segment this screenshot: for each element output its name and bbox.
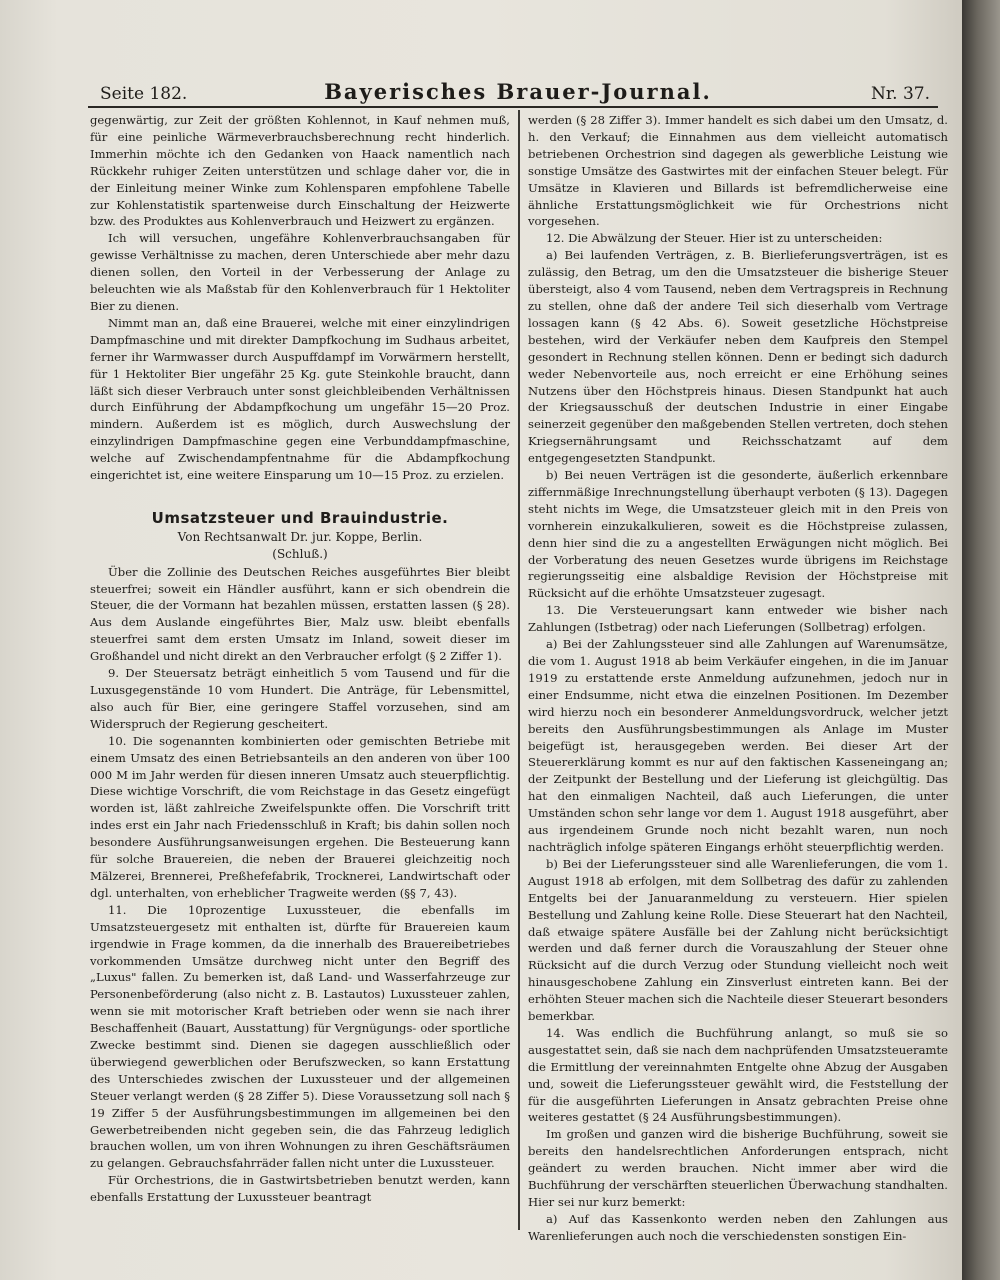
paragraph: b) Bei der Lieferungssteuer sind alle Warenlieferungen, die vom 1. August 1918 ab erfolgen, mit dem Sollbetrag des dafür zu zahlenden Entgelts bei der Januaranmeldung zu versteuern. Hier spielen Bestellung und Zahlung keine Rolle. Diese Steuerart hat den Nachteil, daß etwaige spätere Ausfälle bei der Zahlung nicht berücksichtigt werden und daß ferner durch die Vorauszahlung der Steuer ohne Rücksicht auf die durch Verzug oder Stundung vielleicht noch weit hinausgeschobene Zahlung ein Zinsverlust eintreten kann. Bei der erhöhten Steuer machen sich die Nachteile dieser Steuerart besonders bemerkbar. xyxy=(528,856,948,1024)
paragraph: gegenwärtig, zur Zeit der größten Kohlennot, in Kauf nehmen muß, für eine peinliche Wärmeverbrauchsberechnung recht hinderlich. Immerhin möchte ich den Gedanken von Haack namentlich nach Rückkehr ruhiger Zeiten unterstützen und schlage daher vor, die in der Einleitung meiner Winke zum Kohlensparen empfohlene Tabelle zur Kohlenstatistik spartenweise durch Einschaltung der Heizwerte bzw. des Produktes aus Kohlenverbrauch und Heizwert zu ergänzen. xyxy=(90,113,510,229)
right-column xyxy=(528,112,948,1243)
issue-number: Nr. 37. xyxy=(871,84,930,104)
paragraph: 10. Die sogenannten kombinierten oder gemischten Betriebe mit einem Umsatz des einen Betriebsanteils an den anderen von über 100 000 M im Jahr werden für diesen inneren Umsatz auch steuerpflichtig. Diese wichtige Vorschrift, die vom Reichstage in das Gesetz eingefügt worden ist, läßt zahlreiche Zweifelspunkte offen. Die Vorschrift tritt indes erst ein Jahr nach Friedensschluß in Kraft; bis dahin sollen noch besondere Ausführungsanweisungen ergehen. Die Besteuerung kann für solche Brauereien, die neben der Brauerei gleichzeitig noch Mälzerei, Brennerei, Preßhefefabrik, Trocknerei, Landwirtschaft oder dgl. unterhalten, von erheblicher Tragweite werden (§§ 7, 43). xyxy=(90,733,510,900)
paragraph: werden (§ 28 Ziffer 3). Immer handelt es sich dabei um den Umsatz, d. h. den Verkauf; die Einnahmen aus dem vielleicht automatisch betriebenen Orchestrion sind dagegen als gewerbliche Leistung wie sonstige Umsätze des Gastwirtes mit der einfachen Steuer belegt. Für Umsätze in Klavieren und Billards ist befremdlicherweise eine ähnliche Erstattungsmöglichkeit wie für Orchestrions nicht vorgesehen. xyxy=(528,113,948,229)
article-byline: Von Rechtsanwalt Dr. jur. Koppe, Berlin. xyxy=(177,529,423,544)
column-divider xyxy=(518,110,520,1230)
continuation-note: (Schluß.) xyxy=(272,546,328,561)
section-heading: 13. Die Versteuerungsart kann entweder wie bisher nach Zahlungen (Istbetrag) oder nach Lieferungen (Sollbetrag) erfolgen. xyxy=(528,603,948,635)
journal-title: Bayerisches Brauer-Journal. xyxy=(324,79,712,104)
section-heading: 12. Die Abwälzung der Steuer. Hier ist zu unterscheiden: xyxy=(546,231,883,246)
paragraph: Ich will versuchen, ungefähre Kohlenverbrauchsangaben für gewisse Verhältnisse zu machen, deren Unterschiede aber mehr dazu dienen sollen, den Vorteil in der Verbesserung der Anlage zu beleuchten wie als Maßstab für den Kohlenverbrauch für 1 Hektoliter Bier zu dienen. xyxy=(90,231,510,313)
page-number: Seite 182. xyxy=(100,84,188,104)
header-rule xyxy=(88,106,938,108)
paragraph: Nimmt man an, daß eine Brauerei, welche mit einer einzylindrigen Dampfmaschine und mit direkter Dampfkochung im Sudhaus arbeitet, ferner ihr Warmwasser durch Auspuffdampf im Vorwärmern herstellt, für 1 Hektoliter Bier ungefähr 25 Kg. gute Steinkohle braucht, dann läßt sich dieser Verbrauch unter sonst gleichbleibenden Verhältnissen durch Einführung der Abdampfkochung um ungefähr 15—20 Proz. mindern. Außerdem ist es möglich, durch Auswechslung der einzylindrigen Dampfmaschine gegen eine Verbunddampfmaschine, welche auf Zwischendampfentnahme für die Abdampfkochung eingerichtet ist, eine weitere Einsparung um 10—15 Proz. zu erzielen. xyxy=(90,315,510,483)
paragraph: Über die Zollinie des Deutschen Reiches ausgeführtes Bier bleibt steuerfrei; soweit ein Händler ausführt, kann er sich obendrein die Steuer, die der Vormann hat bezahlen müssen, erstatten lassen (§ 28). Aus dem Auslande eingeführtes Bier, Malz usw. bleibt ebenfalls steuerfrei samt dem ersten Umsatz im Inland, soweit dieser im Großhandel und nicht direkt an den Verbraucher erfolgt (§ 2 Ziffer 1). xyxy=(90,564,510,664)
page-header xyxy=(100,78,936,106)
article-title: Umsatzsteuer und Brauindustrie. xyxy=(151,508,449,527)
page-binding-edge xyxy=(962,0,1000,1280)
paragraph: b) Bei neuen Verträgen ist die gesonderte, äußerlich erkennbare ziffernmäßige Inrechnungstellung überhaupt verboten (§ 13). Dagegen steht nichts im Wege, die Umsatzsteuer gleich mit in den Preis von vornherein einzukalkulieren, soweit es die Höchstpreise zulassen, denn hier sind die zu a angestellten Erwägungen nicht möglich. Bei der Vorberatung des neuen Gesetzes wurde übrigens im Reichstage regierungsseitig eine alsbaldige Revision der Höchstpreise mit Rücksicht auf die erhöhte Umsatzsteuer zugesagt. xyxy=(528,468,948,601)
paragraph: Im großen und ganzen wird die bisherige Buchführung, soweit sie bereits den handelsrechtlichen Anforderungen entsprach, nicht geändert zu werden brauchen. Nicht immer aber wird die Buchführung der verschärften steuerlichen Überwachung standhalten. Hier sei nur kurz bemerkt: xyxy=(528,1127,948,1209)
paragraph: 14. Was endlich die Buchführung anlangt, so muß sie so ausgestattet sein, daß sie nach dem nachprüfenden Umsatzsteueramte die Ermittlung der vereinnahmten Entgelte ohne Abzug der Ausgaben und, soweit die Lieferungssteuer gewählt wird, die Feststellung der für die ausgeführten Lieferungen in Ansatz gebrachten Preise ohne weiteres gestattet (§ 24 Ausführungsbestimmungen). xyxy=(528,1025,948,1125)
paragraph: a) Bei der Zahlungssteuer sind alle Zahlungen auf Warenumsätze, die vom 1. August 1918 ab beim Verkäufer eingehen, in die im Januar 1919 zu erstattende erste Anmeldung aufzunehmen, jedoch nur in einer Endsumme, nicht etwa die einzelnen Positionen. Im Dezember wird hierzu noch ein besonderer Anmeldungsvordruck, welcher jetzt bereits den Ausführungsbestimmungen als Anlage im Muster beigefügt ist, herausgegeben werden. Bei dieser Art der Steuererklärung kommt es nur auf den faktischen Kasseneingang an; der Zeitpunkt der Bestellung und der Lieferung ist gleichgültig. Das hat den einmaligen Nachteil, daß auch Lieferungen, die unter Umständen schon sehr lange vor dem 1. August 1918 ausgeführt, aber aus irgendeinem Grunde noch nicht bezahlt waren, nun noch nachträglich infolge späteren Eingangs erhöht steuerpflichtig werden. xyxy=(528,637,948,854)
paragraph: Für Orchestrions, die in Gastwirtsbetrieben benutzt werden, kann ebenfalls Erstattung der Luxussteuer beantragt xyxy=(90,1173,510,1205)
paragraph: a) Auf das Kassenkonto werden neben den Zahlungen aus Warenlieferungen auch noch die verschiedensten sonstigen Ein- xyxy=(528,1211,948,1243)
paragraph: 11. Die 10prozentige Luxussteuer, die ebenfalls im Umsatzsteuergesetz mit enthalten ist, dürfte für Brauereien kaum irgendwie in Frage kommen, da die innerhalb des Brauereibetriebes vorkommenden Umsätze durchweg nicht unter den Begriff des „Luxus" fallen. Zu bemerken ist, daß Land- und Wasserfahrzeuge zur Personenbeförderung (also nicht z. B. Lastautos) Luxussteuer zahlen, wenn sie mit motorischer Kraft betrieben oder wenn sie nach ihrer Beschaffenheit (Bauart, Ausstattung) für Vergnügungs- oder sportliche Zwecke bestimmt sind. Dienen sie dagegen ausschließlich oder überwiegend gewerblichen oder Berufszwecken, so kann Erstattung des Unterschiedes zwischen der Luxussteuer und der allgemeinen Steuer verlangt werden (§ 28 Ziffer 5). Diese Voraussetzung soll nach § 19 Ziffer 5 der Ausführungsbestimmungen im allgemeinen bei den Gewerbetreibenden nicht gegeben sein, die das Fahrzeug lediglich brauchen wollen, um von ihren Wohnungen zu ihren Geschäftsräumen zu gelangen. Gebrauchsfahrräder fallen nicht unter die Luxussteuer. xyxy=(90,902,510,1171)
left-column xyxy=(90,112,510,1232)
paragraph: a) Bei laufenden Verträgen, z. B. Bierlieferungsverträgen, ist es zulässig, den Betrag, um den die Umsatzsteuer die bisherige Steuer übersteigt, also 4 vom Tausend, neben dem Vertragspreis in Rechnung zu stellen, ohne daß der andere Teil sich dieserhalb vom Vertrage lossagen kann (§ 42 Abs. 6). Soweit gesetzliche Höchstpreise bestehen, wird der Verkäufer neben dem Kaufpreis den Stempel gesondert in Rechnung stellen können. Denn er bedingt sich dadurch weder Nebenvorteile aus, noch erreicht er eine Erhöhung seines Nutzens über den Höchstpreis hinaus. Diesen Standpunkt hat auch der Kriegsausschuß der deutschen Industrie in einer Eingabe seinerzeit gegenüber den maßgebenden Stellen vertreten, doch stehen Kriegsernährungsamt und Reichsschatzamt auf dem entgegengesetzten Standpunkt. xyxy=(528,248,948,466)
paragraph: 9. Der Steuersatz beträgt einheitlich 5 vom Tausend und für die Luxusgegenstände 10 vom Hundert. Die Anträge, für Lebensmittel, also auch für Bier, eine geringere Staffel vorzusehen, sind am Widerspruch der Regierung gescheitert. xyxy=(90,666,510,731)
